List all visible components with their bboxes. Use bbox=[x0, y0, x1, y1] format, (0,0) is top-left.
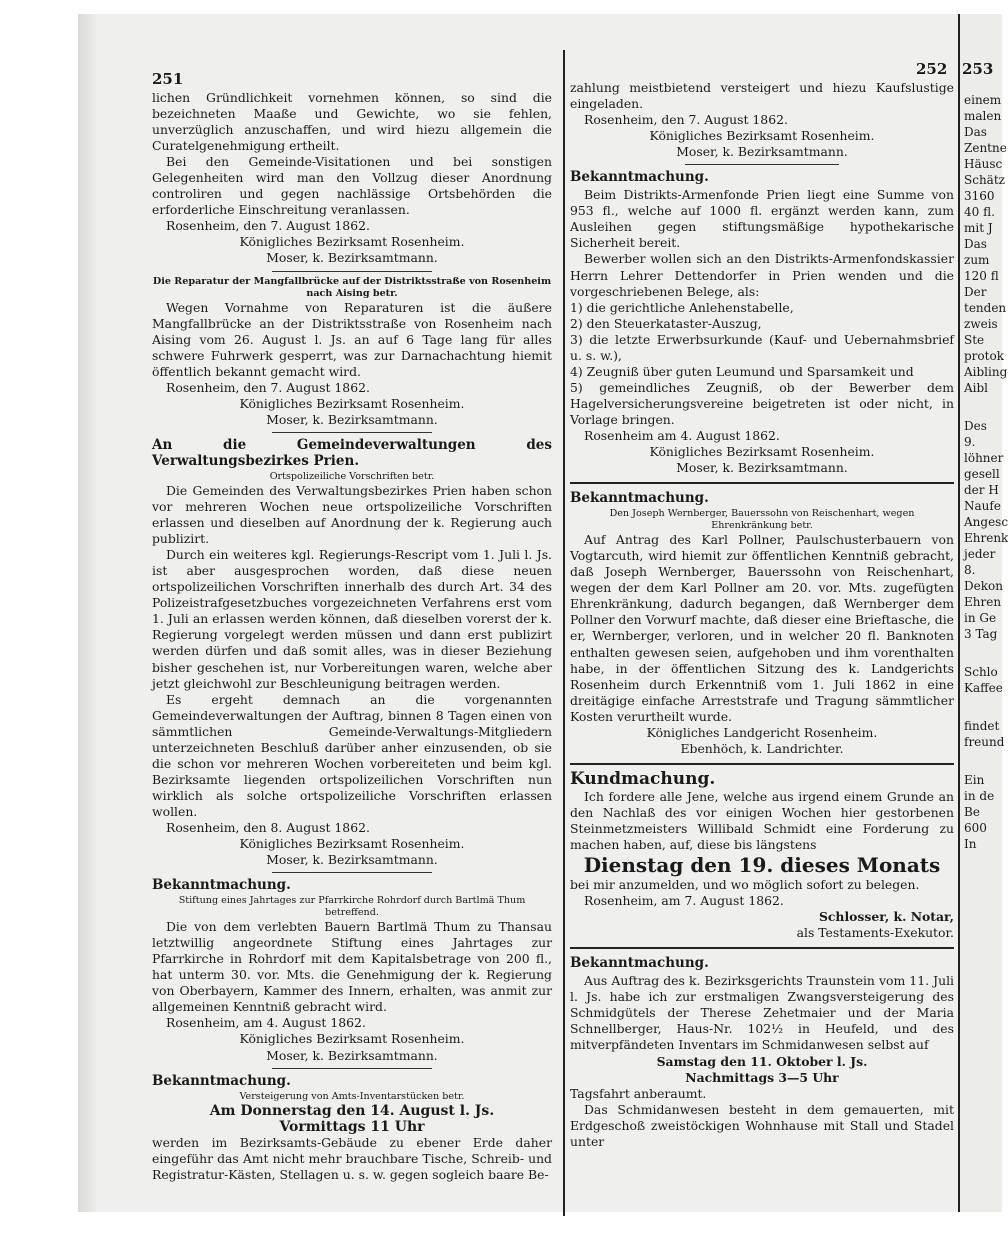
signature-line: Moser, k. Bezirksamtmann. bbox=[266, 1047, 438, 1063]
notice-subtitle: Die Reparatur der Mangfallbrücke auf der Distriktsstraße von Rosenheim nach Aising betr. bbox=[152, 275, 552, 299]
notice-body: Ich fordere alle Jene, welche aus irgend einem Grunde an den Nachlaß des vor einigen Wochen hier gestorbenen Steinmetzmeisters Willibald Schmidt eine Forderung zu machen haben, auf, diese bis längstens bbox=[570, 788, 954, 853]
next-page-fragment: mit J bbox=[964, 221, 993, 235]
next-page-fragment: Be bbox=[964, 805, 980, 819]
authority-line: Königliches Bezirksamt Rosenheim. bbox=[649, 444, 875, 460]
page-binding-edge bbox=[78, 14, 96, 1212]
notice-body: Wegen Vornahme von Reparaturen ist die äußere Mangfallbrücke an der Distriktsstraße von Rosenheim nach Aising vom 26. August l. Js. an auf 6 Tage lang für alles schwere Fuhrwerk gesperrt, was zur Darnachachtung hiemit öffentlich bekannt gemacht wird. bbox=[152, 299, 552, 379]
next-page-fragment: freund bbox=[964, 735, 1005, 749]
next-page-fragment: Aibl bbox=[964, 381, 989, 395]
notice-body: Aus Auftrag des k. Bezirksgerichts Traunstein vom 11. Juli l. Js. habe ich zur erstmaligen Zwangsversteigerung des Schmidgütels der Therese Zehetmaier und der Maria Schnellberger, Haus-Nr. 102½ in Heufeld, und des mitverpfändeten Inventars im Schmidanwesen selbst auf bbox=[570, 973, 954, 1053]
column-divider bbox=[563, 50, 565, 1216]
signature-line: Moser, k. Bezirksamtmann. bbox=[266, 411, 438, 427]
signature-line: Moser, k. Bezirksamtmann. bbox=[676, 460, 848, 476]
signature-line: Ebenhöch, k. Landrichter. bbox=[680, 740, 844, 756]
notice-body: werden im Bezirksamts-Gebäude zu ebener Erde daher eingeführ das Amt nicht mehr brauchbare Tische, Schreib- und Registratur-Kästen, Stellagen u. s. w. gegen sogleich baare Be- bbox=[152, 1134, 552, 1182]
list-item: 5) gemeindliches Zeugniß, ob der Bewerber dem Hagelversicherungsvereine beigetreten ist oder nicht, in Vorlage bringen. bbox=[570, 379, 954, 427]
notice-body: Tagsfahrt anberaumt. bbox=[570, 1085, 707, 1101]
left-column bbox=[152, 90, 552, 1183]
page-number-right: 252 bbox=[916, 60, 948, 78]
next-page-fragment: Ehrenk bbox=[964, 531, 1008, 545]
date-line: Rosenheim, den 8. August 1862. bbox=[166, 819, 370, 835]
notice-subtitle: Stiftung eines Jahrtages zur Pfarrkirche Rohrdorf durch Bartlmä Thum betreffend. bbox=[178, 895, 526, 919]
next-page-fragment: gesell bbox=[964, 467, 1000, 481]
signature-line: Moser, k. Bezirksamtmann. bbox=[266, 852, 438, 868]
next-page-fragment: 600 bbox=[964, 821, 987, 835]
next-page-fragment: 8. bbox=[964, 563, 976, 577]
next-page-edge bbox=[958, 14, 1008, 1212]
next-page-fragment: jeder bbox=[964, 547, 996, 561]
date-line: Rosenheim, am 4. August 1862. bbox=[166, 1015, 366, 1031]
next-page-fragment: 3160 bbox=[964, 189, 995, 203]
next-page-fragment: Naufe bbox=[964, 499, 1001, 513]
next-page-fragment: Ste bbox=[964, 333, 985, 347]
next-page-fragment: Kaffee bbox=[964, 681, 1003, 695]
next-page-fragment: Ein bbox=[964, 773, 985, 787]
notice-body: Das Schmidanwesen besteht in dem gemauerten, mit Erdgeschoß zweistöckigen Wohnhause mit Stall und Stadel unter bbox=[570, 1101, 954, 1149]
next-page-fragment: Zentne bbox=[964, 141, 1007, 155]
auction-time: Vormittags 11 Uhr bbox=[279, 1118, 425, 1135]
right-column bbox=[570, 80, 954, 1150]
separator bbox=[570, 482, 954, 484]
date-line: Rosenheim, den 7. August 1862. bbox=[584, 112, 788, 128]
date-line: Rosenheim, den 7. August 1862. bbox=[166, 218, 370, 234]
next-page-fragment: 40 fl. bbox=[964, 205, 995, 219]
next-page-fragment: der H bbox=[964, 483, 999, 497]
next-page-fragment: Dekon bbox=[964, 579, 1003, 593]
next-page-fragment: Häusc bbox=[964, 157, 1003, 171]
notice-subtitle: Versteigerung von Amts-Inventarstücken betr. bbox=[239, 1090, 465, 1102]
next-page-fragment: löhner bbox=[964, 451, 1004, 465]
notice-body: Die von dem verlebten Bauern Bartlmä Thum zu Thansau letztwillig angeordnete Stiftung eines Jahrtages zur Pfarrkirche in Rohrdorf mit dem Kapitalsbetrage von 200 fl., hat unterm 30. vor. Mts. die Genehmigung der k. Regierung von Oberbayern, Kammer des Innern, erhalten, was anmit zur allgemeinen Kenntniß gebracht wird. bbox=[152, 919, 552, 1015]
list-item: 4) Zeugniß über guten Leumund und Sparsamkeit und bbox=[570, 363, 914, 379]
authority-line: Königliches Bezirksamt Rosenheim. bbox=[239, 1031, 465, 1047]
date-line: Rosenheim am 4. August 1862. bbox=[584, 427, 780, 443]
notice-subtitle: Ortspolizeiliche Vorschriften betr. bbox=[269, 470, 435, 482]
next-page-fragment: 9. bbox=[964, 435, 976, 449]
date-line: Rosenheim, den 7. August 1862. bbox=[166, 379, 370, 395]
notice-paragraph: Durch ein weiteres kgl. Regierungs-Rescript vom 1. Juli l. Js. ist aber ausgesprochen worden, daß diese neuen ortspolizeilichen Vorschriften innerhalb des durch Art. 34 des Polizeistrafgesetzbuches vorgezeichneten Verfahrens erst vom 1. Juli an erlassen werden können, daß dieselben vorerst der k. Regierung vorgelegt werden müssen und dann erst publizirt werden dürfen und daß somit alles, was in dieser Beziehung bisher geschehen ist, nur Vorbereitungen waren, welche aber jetzt gleichwohl zur Beschleunigung beitragen werden. bbox=[152, 547, 552, 691]
signature-line: Moser, k. Bezirksamtmann. bbox=[266, 250, 438, 266]
authority-line: Königliches Bezirksamt Rosenheim. bbox=[239, 234, 465, 250]
separator bbox=[685, 164, 839, 165]
next-page-fragment: Angesc bbox=[964, 515, 1008, 529]
notice-title: Bekanntmachung. bbox=[152, 877, 291, 894]
authority-line: Königliches Bezirksamt Rosenheim. bbox=[239, 395, 465, 411]
signature-line: als Testaments-Exekutor. bbox=[796, 925, 954, 941]
next-page-fragment: einem bbox=[964, 93, 1002, 107]
next-page-fragment: zweis bbox=[964, 317, 998, 331]
next-page-fragment: zum bbox=[964, 253, 990, 267]
next-page-fragment: in Ge bbox=[964, 611, 997, 625]
notice-body: bei mir anzumelden, und wo möglich sofort zu belegen. bbox=[570, 877, 920, 893]
notice-paragraph: Die Gemeinden des Verwaltungsbezirkes Prien haben schon vor mehreren Wochen neue ortspolizeiliche Vorschriften erlassen und dieselben auf Anordnung der k. Regierung auch publizirt. bbox=[152, 482, 552, 547]
page-number-next: 253 bbox=[962, 60, 994, 78]
list-item: 1) die gerichtliche Anlehenstabelle, bbox=[570, 299, 794, 315]
notice-title: An die Gemeindeverwaltungen des Verwaltungsbezirkes Prien. bbox=[152, 436, 552, 469]
next-page-fragment: tenden bbox=[964, 301, 1007, 315]
list-item: 2) den Steuerkataster-Auszug, bbox=[570, 315, 762, 331]
list-item: 3) die letzte Erwerbsurkunde (Kauf- und Uebernahmsbrief u. s. w.), bbox=[570, 331, 954, 363]
separator bbox=[570, 947, 954, 949]
notice-title: Bekanntmachung. bbox=[570, 955, 709, 972]
continuation-text: zahlung meistbietend versteigert und hiezu Kaufslustige eingeladen. bbox=[570, 80, 954, 112]
next-page-fragment: Des bbox=[964, 419, 987, 433]
next-page-text-fragments bbox=[964, 92, 1008, 852]
next-page-fragment: Das bbox=[964, 237, 987, 251]
next-page-fragment: Schätz bbox=[964, 173, 1005, 187]
next-page-fragment: Der bbox=[964, 285, 987, 299]
separator bbox=[272, 1068, 432, 1069]
page-number-left: 251 bbox=[152, 70, 184, 88]
notice-subtitle: Den Joseph Wernberger, Bauerssohn von Reischenhart, wegen Ehrenkränkung betr. bbox=[609, 508, 915, 532]
date-line: Rosenheim, am 7. August 1862. bbox=[584, 893, 784, 909]
next-page-fragment: Aibling bbox=[964, 365, 1008, 379]
auction-date: Samstag den 11. Oktober l. Js. bbox=[656, 1053, 868, 1069]
next-page-fragment: 3 Tag bbox=[964, 627, 998, 641]
next-page-fragment: Ehren bbox=[964, 595, 1002, 609]
next-page-fragment: 120 fl bbox=[964, 269, 999, 283]
notice-title: Kundmachung. bbox=[570, 768, 716, 789]
deadline-date: Dienstag den 19. dieses Monats bbox=[583, 853, 941, 878]
signature-line: Moser, k. Bezirksamtmann. bbox=[676, 144, 848, 160]
authority-line: Königliches Bezirksamt Rosenheim. bbox=[649, 128, 875, 144]
next-page-fragment: Schlo bbox=[964, 665, 998, 679]
separator bbox=[570, 763, 954, 765]
signature-line: Schlosser, k. Notar, bbox=[818, 909, 954, 925]
notice-paragraph: Es ergeht demnach an die vorgenannten Gemeindeverwaltungen der Auftrag, binnen 8 Tagen einen von sämmtlichen Gemeinde-Verwaltungs-Mitgliedern unterzeichneten Beschluß darüber anher einzusenden, ob sie die schon vor mehreren Wochen vorbereiteten und beim kgl. Bezirksamte liegenden ortspolizeilichen Vorschriften nun wirklich als solche ortspolizeiliche Vorschriften erlassen wollen. bbox=[152, 691, 552, 819]
notice-body: Bewerber wollen sich an den Distrikts-Armenfondskassier Herrn Lehrer Dettendorfer in Prien wenden und die vorgeschriebenen Belege, als: bbox=[570, 251, 954, 299]
notice-title: Bekanntmachung. bbox=[570, 169, 709, 186]
notice-title: Bekanntmachung. bbox=[152, 1072, 291, 1089]
intro-paragraph: lichen Gründlichkeit vornehmen können, so sind die bezeichneten Maaße und Gewichte, wo sie fehlen, unverzüglich anzuschaffen, und wird hiezu allgemein die Curatelgenehmigung ertheilt. bbox=[152, 90, 552, 154]
intro-paragraph: Bei den Gemeinde-Visitationen und bei sonstigen Gelegenheiten wird man den Vollzug dieser Anordnung controliren und gegen nachlässige Ortsbehörden die erforderliche Einschreitung veranlassen. bbox=[152, 154, 552, 218]
authority-line: Königliches Bezirksamt Rosenheim. bbox=[239, 836, 465, 852]
notice-body: Auf Antrag des Karl Pollner, Paulschusterbauern von Vogtarcuth, wird hiemit zur öffentlichen Kenntniß gebracht, daß Joseph Wernberger, Bauerssohn von Reischenhart, wegen der dem Karl Pollner am 20. vor. Mts. zugefügten Ehrenkränkung, dadurch begangen, daß Wernberger dem Pollner den Vorwurf machte, daß dieser eine Brieftasche, die er, Wernberger, verloren, und in welcher 20 fl. Banknoten enthalten gewesen seien, aufgehoben und ihm vorenthalten habe, in der öffentlichen Sitzung des k. Landgerichts Rosenheim durch Erkenntniß vom 1. Juli 1862 in eine dreitägige einfache Arreststrafe und Tragung sämmtlicher Kosten verurtheilt wurde. bbox=[570, 532, 954, 724]
next-page-fragment: findet bbox=[964, 719, 1000, 733]
notice-title: Bekanntmachung. bbox=[570, 490, 709, 507]
separator bbox=[272, 432, 432, 433]
next-page-fragment: Das bbox=[964, 125, 987, 139]
authority-line: Königliches Landgericht Rosenheim. bbox=[646, 724, 878, 740]
auction-date: Am Donnerstag den 14. August l. Js. bbox=[209, 1102, 495, 1119]
notice-body: Beim Distrikts-Armenfonde Prien liegt eine Summe von 953 fl., welche auf 1000 fl. ergänzt werden kann, zum Ausleihen gegen stiftungsmäßige hypothekarische Sicherheit bereit. bbox=[570, 187, 954, 251]
next-page-fragment: malen bbox=[964, 109, 1002, 123]
next-page-fragment: In bbox=[964, 837, 977, 851]
separator bbox=[272, 271, 432, 272]
next-page-fragment: in de bbox=[964, 789, 995, 803]
auction-time: Nachmittags 3—5 Uhr bbox=[685, 1069, 839, 1085]
separator bbox=[272, 872, 432, 873]
next-page-fragment: protok bbox=[964, 349, 1004, 363]
